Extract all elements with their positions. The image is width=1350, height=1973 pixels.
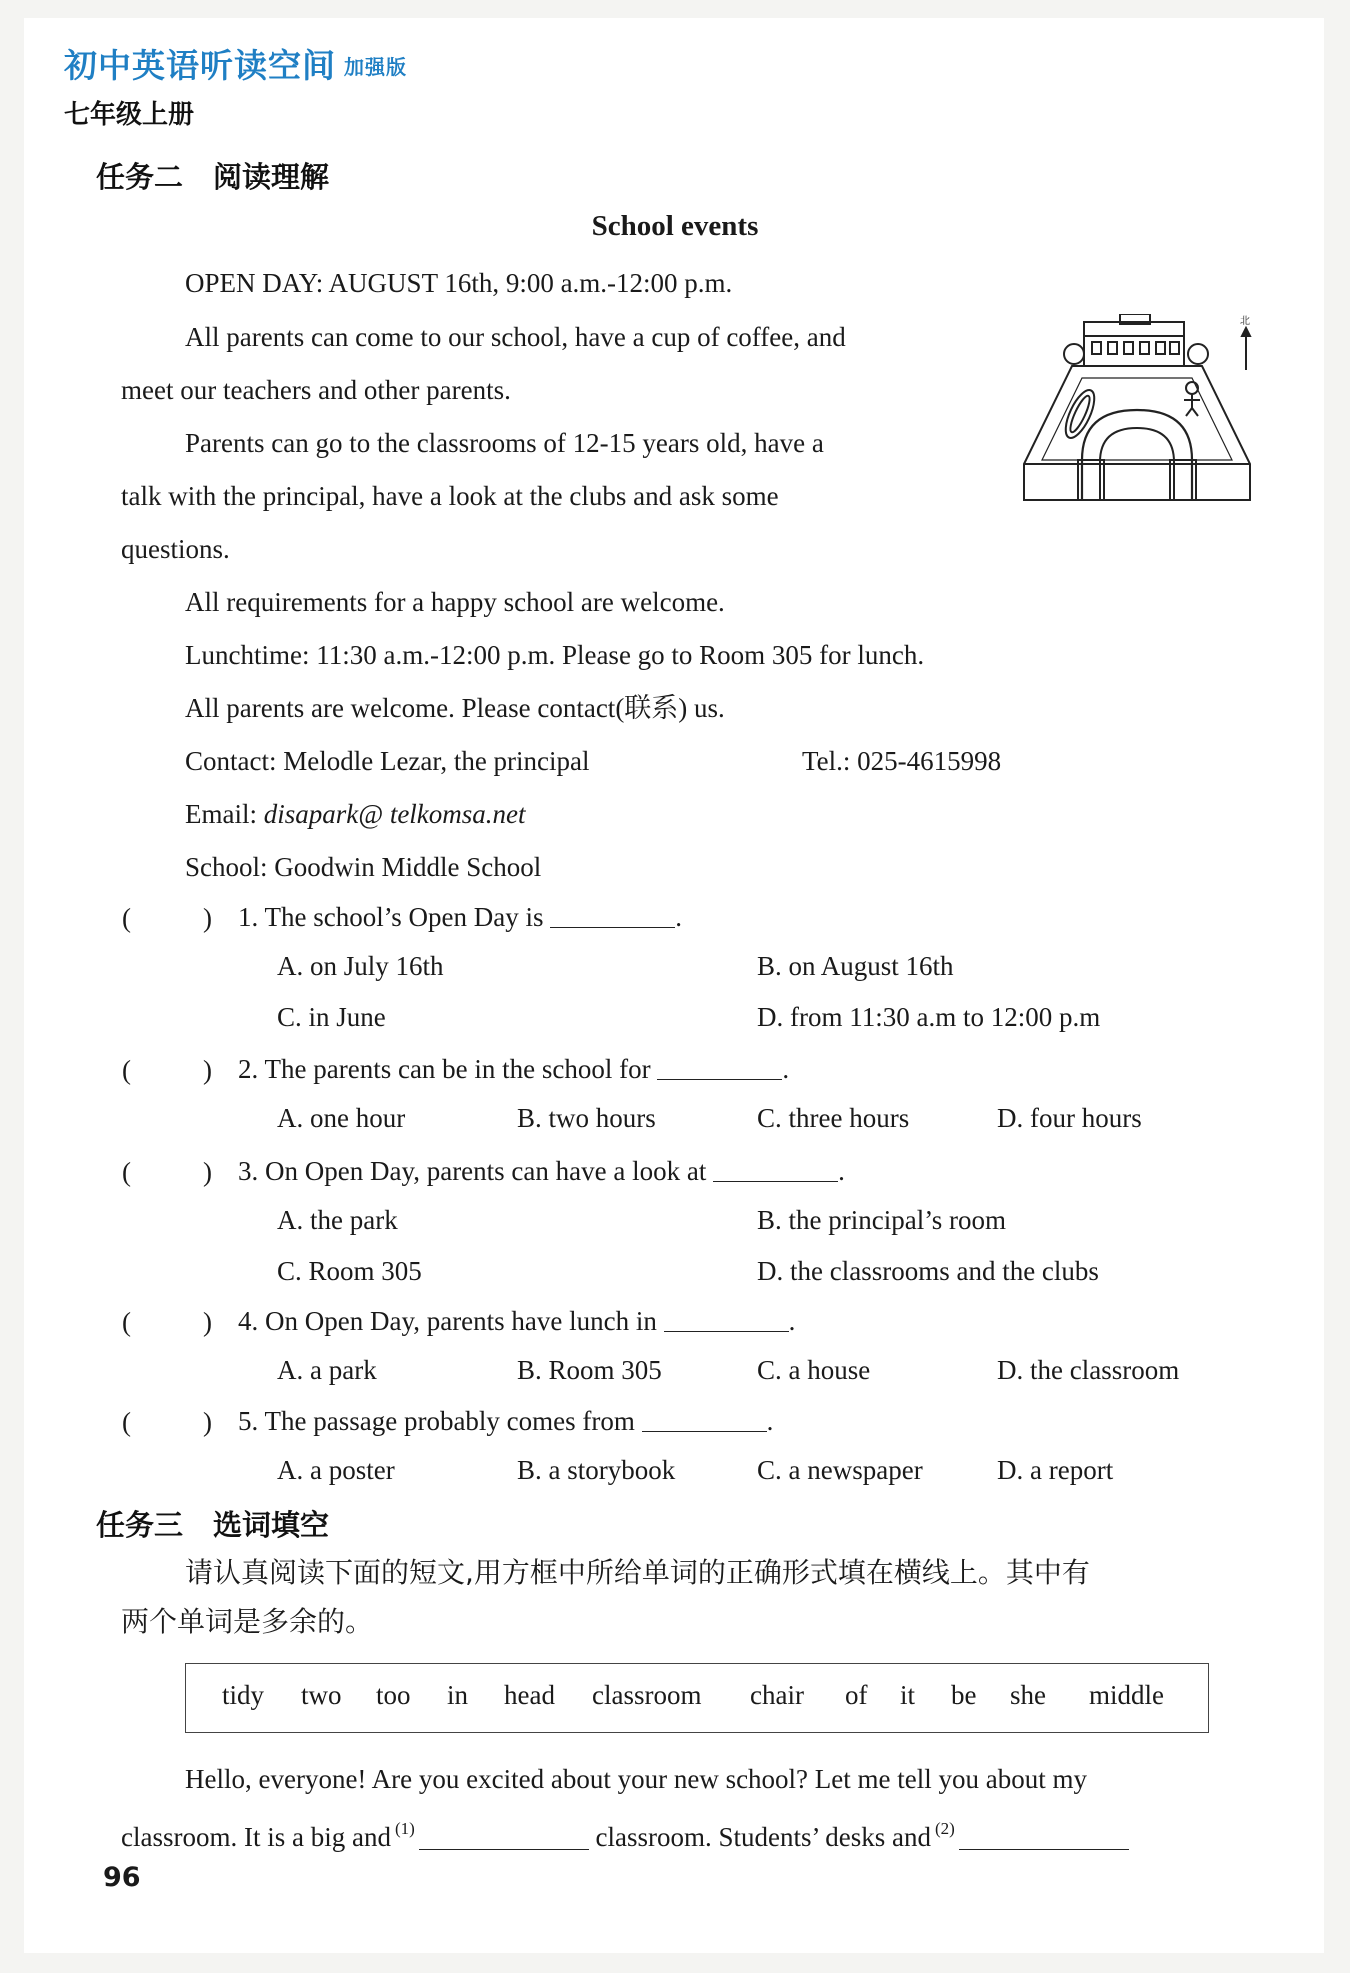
word-bank-box [185,1663,1209,1733]
word-bank-word: it [900,1680,916,1710]
school-illustration [1022,314,1254,502]
option-a[interactable]: A. the park [277,1205,398,1235]
word-bank-word: of [845,1680,868,1710]
paragraph3: All requirements for a happy school are welcome. [185,587,725,617]
answer-paren-right: ) [203,903,212,933]
edition-badge: 加强版 [344,55,407,79]
question-stem [238,1304,795,1338]
answer-paren-left: ( [122,1407,131,1437]
option-c[interactable]: C. a newspaper [757,1455,923,1485]
paragraph2-line3: questions. [121,534,230,564]
word-bank-word: classroom [592,1680,702,1710]
email-label: Email: [185,799,264,829]
option-d[interactable]: D. the classrooms and the clubs [757,1256,1099,1286]
option-d[interactable]: D. from 11:30 a.m to 12:00 p.m [757,1002,1101,1032]
word-bank-word: chair [750,1680,804,1710]
question-blank [642,1409,767,1432]
page-number: 96 [103,1862,141,1893]
word-bank-word: two [301,1680,342,1710]
word-bank-word: too [376,1680,411,1710]
answer-paren-right: ) [203,1307,212,1337]
option-d[interactable]: D. four hours [997,1103,1142,1133]
book-title-text: 初中英语听读空间 [64,46,336,85]
email-line [185,797,526,831]
compass-label: 北 [1240,316,1250,327]
option-d[interactable]: D. a report [997,1455,1114,1485]
question-stem [238,1154,845,1188]
cloze-line2 [121,1812,1129,1854]
option-a[interactable]: A. on July 16th [277,951,444,981]
option-b[interactable]: B. on August 16th [757,951,954,981]
task3-instruction-line1: 请认真阅读下面的短文,用方框中所给单词的正确形式填在横线上。其中有 [185,1556,1090,1589]
word-bank-word: head [504,1680,555,1710]
question-text: 5. The passage probably comes from [238,1406,635,1436]
tel-line: Tel.: 025-4615998 [802,746,1002,776]
word-bank-word: middle [1089,1680,1164,1710]
option-b[interactable]: B. a storybook [517,1455,676,1485]
option-b[interactable]: B. Room 305 [517,1355,662,1385]
option-a[interactable]: A. one hour [277,1103,406,1133]
option-c[interactable]: C. in June [277,1002,386,1032]
word-bank-word: in [447,1680,469,1710]
welcome-line: All parents are welcome. Please contact(联系) us. [185,693,725,723]
question-stem [238,1404,773,1438]
option-c[interactable]: C. Room 305 [277,1256,422,1286]
question-stem [238,900,682,934]
passage-title: School events [591,210,759,242]
question-text: 2. The parents can be in the school for [238,1054,651,1084]
answer-paren-right: ) [203,1055,212,1085]
cloze-text-a: classroom. It is a big and [121,1822,391,1852]
task2-name: 阅读理解 [213,160,330,194]
paragraph1-line1: All parents can come to our school, have a cup of coffee, and [185,322,846,352]
word-bank-word: be [951,1680,977,1710]
question-end: . [782,1054,790,1084]
paragraph2-line2: talk with the principal, have a look at the clubs and ask some [121,481,779,511]
question-blank [664,1309,789,1332]
cloze-text-b: classroom. Students’ desks and [595,1822,931,1852]
contact-line: Contact: Melodle Lezar, the principal [185,746,590,776]
question-end: . [766,1406,774,1436]
question-end: . [788,1306,796,1336]
option-b[interactable]: B. the principal’s room [757,1205,1006,1235]
word-bank-word: she [1010,1680,1046,1710]
book-title [64,40,407,87]
task3-heading [96,1503,329,1544]
task2-label: 任务二 [96,160,184,194]
option-a[interactable]: A. a park [277,1355,377,1385]
cloze-line1: Hello, everyone! Are you excited about your new school? Let me tell you about my [185,1764,1087,1794]
question-stem [238,1052,789,1086]
question-text: 4. On Open Day, parents have lunch in [238,1306,657,1336]
answer-paren-left: ( [122,1055,131,1085]
blank1-answer[interactable] [419,1827,589,1850]
answer-paren-left: ( [122,1307,131,1337]
question-blank [713,1159,838,1182]
option-d[interactable]: D. the classroom [997,1355,1180,1385]
option-a[interactable]: A. a poster [277,1455,395,1485]
lunch-line: Lunchtime: 11:30 a.m.-12:00 p.m. Please go to Room 305 for lunch. [185,640,925,670]
question-end: . [675,902,682,932]
question-end: . [838,1156,845,1186]
question-blank [657,1057,782,1080]
blank2-number: (2) [935,1819,955,1838]
task3-name: 选词填空 [213,1508,330,1542]
task3-instruction-line2: 两个单词是多余的。 [121,1605,374,1638]
option-b[interactable]: B. two hours [517,1103,656,1133]
question-text: 1. The school’s Open Day is [238,902,544,932]
answer-paren-right: ) [203,1407,212,1437]
answer-paren-right: ) [203,1157,212,1187]
answer-paren-left: ( [122,1157,131,1187]
option-c[interactable]: C. a house [757,1355,871,1385]
open-day-line: OPEN DAY: AUGUST 16th, 9:00 a.m.-12:00 p.m. [185,268,733,298]
word-bank-word: tidy [222,1680,265,1710]
question-text: 3. On Open Day, parents can have a look at [238,1156,707,1186]
grade-subtitle: 七年级上册 [64,100,195,130]
answer-paren-left: ( [122,903,131,933]
task3-label: 任务三 [96,1508,184,1542]
email-address[interactable]: disapark@ telkomsa.net [263,799,526,829]
option-c[interactable]: C. three hours [757,1103,910,1133]
question-blank [550,905,675,928]
paragraph1-line2: meet our teachers and other parents. [121,375,511,405]
school-line: School: Goodwin Middle School [185,852,542,882]
task2-heading [96,155,329,196]
blank1-number: (1) [394,1819,415,1838]
blank2-answer[interactable] [959,1827,1129,1850]
paragraph2-line1: Parents can go to the classrooms of 12-15 years old, have a [185,428,824,458]
